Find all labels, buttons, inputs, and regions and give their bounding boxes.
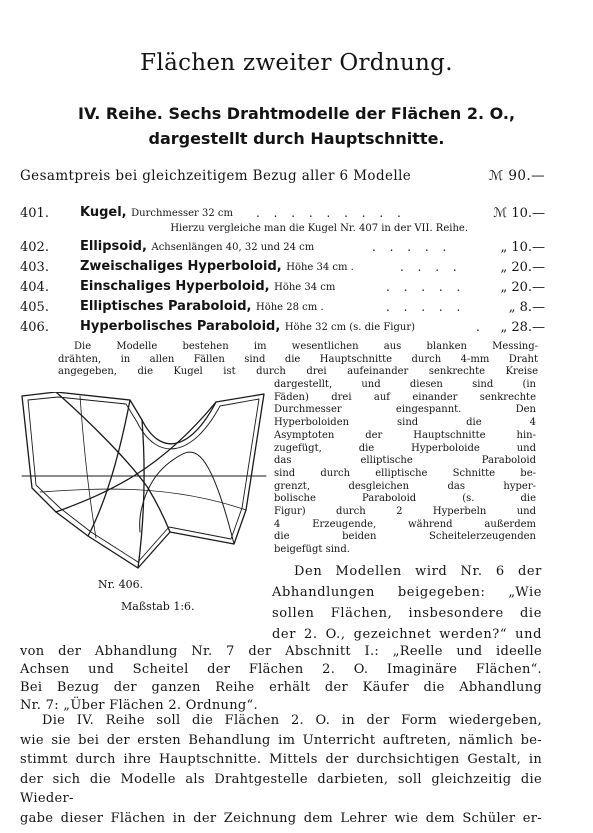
model-price: „ 10.— — [500, 240, 545, 255]
total-price-label: Gesamtpreis bei gleichzeitigem Bezug aller 6 Modelle — [20, 168, 412, 184]
model-detail: Höhe 28 cm . — [256, 302, 324, 313]
model-row-403: 403. Zweischaliges Hyperboloid, Höhe 34 cm . . . . . „ 20.— — [20, 259, 545, 275]
total-price-line — [20, 168, 545, 184]
model-name: Einschaliges Hyperboloid, Höhe 34 cm — [80, 279, 336, 294]
figure-generator-2 — [80, 396, 96, 538]
model-price: „ 20.— — [500, 280, 545, 295]
model-hint: Hierzu vergleiche man die Kugel Nr. 407 in der VII. Reihe. — [170, 223, 468, 234]
model-number: 405. — [20, 300, 49, 315]
figure-boundary — [22, 392, 264, 568]
total-price-value: ℳ 90.— — [488, 168, 545, 184]
model-detail: Achsenlängen 40, 32 und 24 cm — [151, 242, 315, 253]
model-name: Zweischaliges Hyperboloid, Höhe 34 cm . — [80, 259, 354, 274]
model-number: 402. — [20, 240, 49, 255]
body-text-right: Den Modellen wird Nr. 6 der Abhandlungen beigegeben: „Wie sollen Flächen, insbesondere die der 2. O., gezeichnet werden?“ und — [272, 564, 542, 642]
figure-curve-d — [138, 420, 144, 568]
model-detail: Höhe 32 cm (s. die Figur) — [284, 322, 416, 333]
model-number: 401. — [20, 206, 49, 221]
description-continued: dargestellt, und diesen sind (in Fäden) drei auf einander senkrechte Durchmesser eingespannt. Den Hyperboloiden sind die 4 Asymptoten der Hauptschnitte hin- zugefügt, die Hyperboloide und das elliptische Paraboloid sind durch elliptische Schnitte be- grenzt, desgleichen das hyper- bolische Paraboloid (s. die Figur) durch 2 Hyperbeln und 4 Erzeugende, während außerdem die beiden Scheitelerzeugenden beigefügt sind. — [274, 379, 536, 556]
figure-caption: Nr. 406. — [98, 578, 144, 591]
figure-curve-c — [56, 402, 216, 512]
description-intro: Die Modelle bestehen im wesentlichen aus blanken Messing- drähten, in allen Fällen sind die Hauptschnitte durch 4-mm Draht angegeben, die Kugel ist durch drei aufeinander senkrechte Kreise — [58, 341, 538, 377]
model-row-406: 406. Hyperbolisches Paraboloid, Höhe 32 cm (s. die Figur) . „ 28.— — [20, 319, 545, 335]
model-number: 406. — [20, 320, 49, 335]
model-number: 403. — [20, 260, 49, 275]
figure-scale: Maßstab 1:6. — [121, 600, 195, 613]
model-price: „ 8.— — [508, 300, 545, 315]
model-price: „ 28.— — [500, 320, 545, 335]
model-number: 404. — [20, 280, 49, 295]
model-row-405: 405. Elliptisches Paraboloid, Höhe 28 cm . . . . . . „ 8.— — [20, 299, 545, 315]
model-price: „ 20.— — [500, 260, 545, 275]
model-price: ℳ 10.— — [493, 206, 545, 221]
model-detail: Höhe 34 cm . — [286, 262, 354, 273]
model-detail: Durchmesser 32 cm — [131, 208, 233, 219]
model-name: Hyperbolisches Paraboloid, Höhe 32 cm (s. die Figur) — [80, 319, 416, 334]
body-text-bottom: Die IV. Reihe soll die Flächen 2. O. in der Form wiedergeben, wie sie bei der ersten Behandlung im Unterricht auftreten, nämlich be- stimmt durch ihre Hauptschnitte. Mittels der durchsichtigen Gestalt, in der sich die Modelle als Drahtgestelle darbieten, soll gleichzeitig die Wieder- gabe dieser Flächen in der Zeichnung dem Lehrer wie dem Schüler er- — [20, 713, 542, 826]
figure-curve-b — [88, 400, 130, 536]
model-detail: Höhe 34 cm — [274, 282, 336, 293]
body-text-full: von der Abhandlung Nr. 7 der Abschnitt I.: „Reelle und ideelle Achsen und Scheitel der Flächen 2. O. Imaginäre Flächen“. Bei Bezug der ganzen Reihe erhält der Käufer die Abhandlung Nr. 7: „Über Flächen 2. Ordnung“. — [20, 644, 542, 713]
model-name: Ellipsoid, Achsenlängen 40, 32 und 24 cm — [80, 239, 315, 254]
model-row-401: 401. Kugel, Durchmesser 32 cm . . . . . . . . . ℳ 10.— — [20, 205, 545, 221]
hyperbolic-paraboloid-figure — [20, 392, 268, 576]
series-subheading: dargestellt durch Hauptschnitte. — [148, 129, 445, 148]
figure-curve-a — [56, 392, 170, 532]
model-name: Kugel, Durchmesser 32 cm — [80, 205, 233, 220]
model-row-402: 402. Ellipsoid, Achsenlängen 40, 32 und 24 cm . . . . . „ 10.— — [20, 239, 545, 255]
model-name: Elliptisches Paraboloid, Höhe 28 cm . — [80, 299, 324, 314]
series-heading: IV. Reihe. Sechs Drahtmodelle der Flächen 2. O., — [77, 104, 516, 123]
model-row-404: 404. Einschaliges Hyperboloid, Höhe 34 cm . . . . . „ 20.— — [20, 279, 545, 295]
page-title: Flächen zweiter Ordnung. — [140, 50, 453, 76]
